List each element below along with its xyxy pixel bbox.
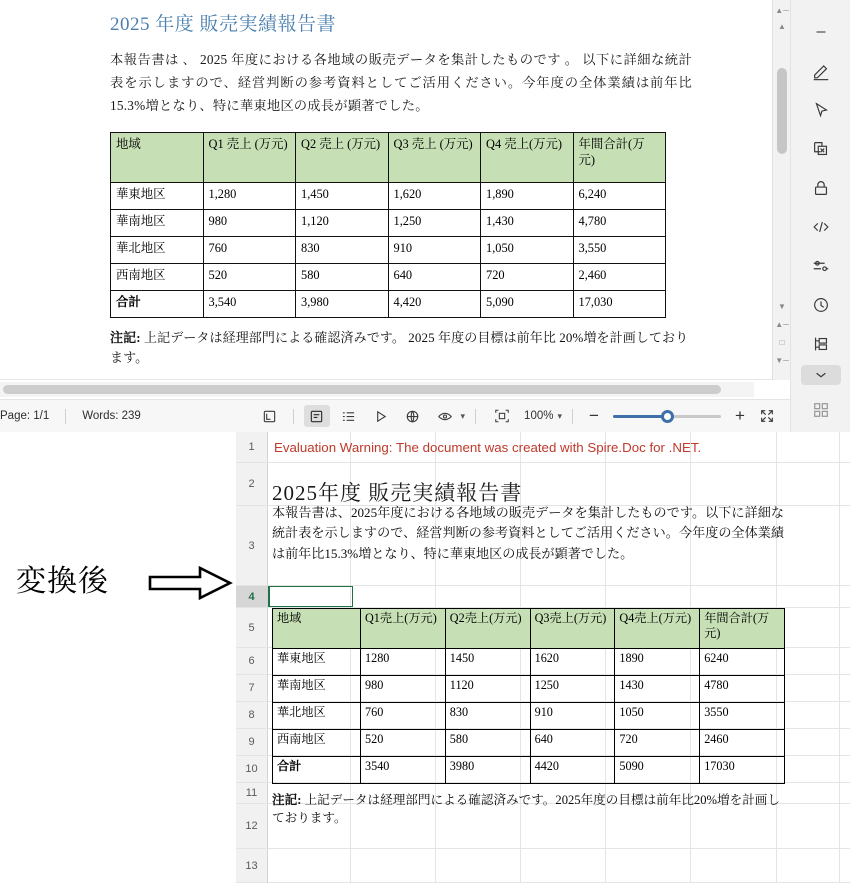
statusbar-divider-2 [293, 409, 294, 424]
row-header-5[interactable]: 5 [236, 608, 268, 648]
lock-icon[interactable] [803, 170, 839, 205]
zoom-in-button[interactable]: + [735, 406, 745, 425]
grid-cell[interactable] [691, 432, 777, 462]
column-header-q1: Q1 売上 (万元) [203, 132, 296, 182]
sheet-cell-q1[interactable]: 980 [361, 676, 446, 703]
cell-region: 華北地区 [111, 236, 204, 263]
hscrollbar-thumb[interactable] [3, 385, 721, 394]
cell-region-total: 合計 [111, 290, 204, 317]
sheet-cell-q2[interactable]: 1450 [445, 649, 530, 676]
word-count: Words: 239 [82, 410, 141, 422]
cell-annual-total: 17,030 [573, 290, 666, 317]
grid-cell[interactable] [777, 608, 840, 647]
zoom-out-button[interactable]: − [589, 406, 599, 425]
grid-cell[interactable] [777, 675, 840, 701]
scroll-top-icon[interactable]: ▲─ [775, 6, 789, 15]
sheet-cell-annual[interactable]: 6240 [700, 649, 785, 676]
scroll-prev-page-icon[interactable]: ▲ [778, 22, 786, 31]
sheet-table-row [273, 730, 785, 757]
grid-cell[interactable] [436, 586, 521, 607]
code-icon[interactable] [803, 209, 839, 244]
sheet-table-header-row [273, 609, 785, 649]
remove-page-icon[interactable] [803, 131, 839, 166]
row-header-13[interactable]: 13 [236, 849, 268, 883]
row-header-7[interactable]: 7 [236, 675, 268, 702]
statusbar-divider-4 [572, 409, 573, 424]
statusbar-divider [65, 409, 66, 424]
sheet-column-header-q2[interactable]: Q2売上(万元) [445, 609, 530, 649]
sheet-table-row [273, 703, 785, 730]
cell-q4: 1,430 [481, 209, 574, 236]
highlighter-pen-icon[interactable] [803, 53, 839, 88]
grid-cell[interactable] [606, 463, 691, 505]
sheet-cell-region[interactable]: 華南地区 [273, 676, 361, 703]
document-note [110, 328, 692, 370]
sheet-column-header-q4[interactable]: Q4売上(万元) [615, 609, 700, 649]
row-header-2[interactable]: 2 [236, 463, 268, 506]
collapse-icon[interactable] [803, 14, 839, 49]
sheet-cell-q2-total[interactable]: 3980 [445, 757, 530, 784]
evaluation-warning: Evaluation Warning: The document was created with Spire.Doc for .NET. [274, 440, 702, 455]
document-paragraph: 本報告書は 、 2025 年度における各地域の販売データを集計したものです 。 以下に詳細な統計表を示しますので、経営判断の参考資料としてご活用ください。今年度の全体業績は前年比 15.3%増となり、特に華東地区の成長が顕著でした。 [110, 52, 692, 113]
layout-icon[interactable] [803, 326, 839, 361]
sheet-cell-q3[interactable]: 1250 [530, 676, 615, 703]
grid-cell[interactable] [521, 849, 606, 882]
cell-q4-total: 5,090 [481, 290, 574, 317]
sheet-row-13[interactable] [236, 849, 850, 883]
grid-cell[interactable] [691, 586, 777, 607]
cell-annual: 6,240 [573, 182, 666, 209]
cell-q1: 980 [203, 209, 296, 236]
grid-cell[interactable] [777, 432, 840, 462]
grid-cell[interactable] [777, 804, 840, 848]
cell-q2: 830 [296, 236, 389, 263]
grid-cell[interactable] [351, 849, 436, 882]
cell-annual: 4,780 [573, 209, 666, 236]
row-header-10[interactable]: 10 [236, 756, 268, 783]
cell-q2: 1,120 [296, 209, 389, 236]
grid-cell[interactable] [777, 702, 840, 728]
sheet-cell-region[interactable]: 西南地区 [273, 730, 361, 757]
table-row [111, 209, 666, 236]
table-row [111, 263, 666, 290]
settings-sliders-icon[interactable] [803, 248, 839, 283]
sheet-cell-q4-total[interactable]: 5090 [615, 757, 700, 784]
spreadsheet-note-text: 上記データは経理部門による確認済みです。2025年度の目標は前年比20%増を計画しております。 [272, 793, 780, 826]
row-header-8[interactable]: 8 [236, 702, 268, 729]
page-indicator: Page: 1/1 [0, 410, 50, 422]
cell-q1: 1,280 [203, 182, 296, 209]
cell-q2-total: 3,980 [296, 290, 389, 317]
scroll-next-icon[interactable]: ▼ [778, 302, 786, 311]
sheet-cell-q3[interactable]: 640 [530, 730, 615, 757]
cell-q3-total: 4,420 [388, 290, 481, 317]
document-statusbar [0, 399, 790, 432]
cell-region: 西南地区 [111, 263, 204, 290]
grid-cell[interactable] [268, 849, 351, 882]
sheet-cell-annual[interactable]: 3550 [700, 703, 785, 730]
sheet-column-header-q3[interactable]: Q3売上(万元) [530, 609, 615, 649]
grid-cell[interactable] [436, 849, 521, 882]
sheet-cell-annual[interactable]: 4780 [700, 676, 785, 703]
table-row [111, 182, 666, 209]
grid-cell[interactable] [521, 586, 606, 607]
cell-q4: 1,050 [481, 236, 574, 263]
sheet-cell-q4[interactable]: 1050 [615, 703, 700, 730]
sheet-cell-region[interactable]: 華東地区 [273, 649, 361, 676]
sheet-cell-q2[interactable]: 1120 [445, 676, 530, 703]
table-total-row [111, 290, 666, 317]
zoom-slider[interactable] [613, 409, 721, 423]
cell-q4: 1,890 [481, 182, 574, 209]
grid-cell[interactable] [777, 783, 840, 803]
row-header-4[interactable]: 4 [236, 586, 268, 608]
grid-cell[interactable] [606, 849, 691, 882]
column-header-q4: Q4 売上(万元) [481, 132, 574, 182]
statusbar-divider-3 [475, 409, 476, 424]
sheet-column-header-q1[interactable]: Q1売上(万元) [361, 609, 446, 649]
row-cells-13 [268, 849, 850, 883]
sheet-cell-q3[interactable]: 910 [530, 703, 615, 730]
cell-q3: 910 [388, 236, 481, 263]
sheet-column-header-region[interactable]: 地域 [273, 609, 361, 649]
cell-q2: 580 [296, 263, 389, 290]
play-icon[interactable] [368, 405, 394, 427]
document-page[interactable] [0, 0, 772, 380]
cursor-select-icon[interactable] [803, 92, 839, 127]
spreadsheet-title: 2025年度 販売実績報告書 [272, 481, 523, 505]
spreadsheet-note-label: 注記: [272, 793, 302, 807]
zoom-dropdown-caret-icon[interactable]: ▾ [557, 410, 562, 421]
row-header-12[interactable]: 12 [236, 804, 268, 849]
globe-icon[interactable] [400, 405, 426, 427]
eye-dropdown-caret-icon[interactable]: ▾ [460, 410, 466, 421]
row-header-11[interactable]: 11 [236, 783, 268, 804]
slider-knob[interactable] [661, 410, 674, 423]
cell-annual: 2,460 [573, 263, 666, 290]
row-header-6[interactable]: 6 [236, 648, 268, 675]
table-row [111, 236, 666, 263]
spreadsheet-paragraph: 本報告書は、2025年度における各地域の販売データを集計したものです。以下に詳細な統計表を示しますので、経営判断の参考資料としてご活用ください。今年度の全体業績は前年比15.3%増となり、特に華東地区の成長が顕著でした。 [272, 505, 784, 561]
grid-cell[interactable] [777, 586, 840, 607]
sheet-table-row [273, 676, 785, 703]
grid-cell[interactable] [777, 756, 840, 782]
right-icon-rail [790, 0, 850, 432]
sheet-cell-q4[interactable]: 1430 [615, 676, 700, 703]
cell-region: 華東地区 [111, 182, 204, 209]
slider-track-filled [613, 415, 667, 418]
sheet-cell-q3[interactable]: 1620 [530, 649, 615, 676]
grid-cell[interactable] [606, 586, 691, 607]
sheet-cell-q2[interactable]: 580 [445, 730, 530, 757]
scrollbar-thumb[interactable] [777, 68, 787, 154]
column-header-q3: Q3 売上 (万元) [388, 132, 481, 182]
sheet-cell-q1[interactable]: 520 [361, 730, 446, 757]
sheet-cell-q1[interactable]: 760 [361, 703, 446, 730]
column-header-region: 地域 [111, 132, 204, 182]
document-note-label: 注記: [110, 329, 141, 345]
eye-icon[interactable] [432, 405, 458, 427]
slider-track-empty [667, 415, 721, 418]
outline-list-icon[interactable] [336, 405, 362, 427]
row-header-1[interactable]: 1 [236, 432, 268, 463]
column-header-q2: Q2 売上 (万元) [296, 132, 389, 182]
cell-q1-total: 3,540 [203, 290, 296, 317]
conversion-label: 変換後 [16, 564, 109, 599]
cell-q2: 1,450 [296, 182, 389, 209]
grid-apps-icon[interactable] [803, 393, 839, 428]
grid-cell[interactable] [691, 849, 777, 882]
cell-q1: 520 [203, 263, 296, 290]
sheet-cell-q2[interactable]: 830 [445, 703, 530, 730]
spreadsheet-note [272, 791, 784, 828]
cell-region: 華南地区 [111, 209, 204, 236]
document-horizontal-scrollbar[interactable] [0, 382, 754, 397]
grid-cell[interactable] [777, 648, 840, 674]
sheet-table-total-row [273, 757, 785, 784]
grid-cell[interactable] [691, 463, 777, 505]
right-block-arrow-icon [148, 566, 232, 600]
sheet-cell-q4[interactable]: 1890 [615, 649, 700, 676]
scroll-bottom-icon[interactable]: ▼─ [775, 356, 789, 365]
sheet-cell-q3-total[interactable]: 4420 [530, 757, 615, 784]
grid-cell[interactable] [777, 463, 840, 505]
document-title: 2025 年度 販売実績報告書 [110, 14, 337, 35]
cell-q4: 720 [481, 263, 574, 290]
grid-cell[interactable] [777, 729, 840, 755]
fullscreen-icon[interactable] [754, 405, 780, 427]
sheet-table-row [273, 649, 785, 676]
document-content [0, 0, 772, 369]
sheet-cell-region[interactable]: 華北地区 [273, 703, 361, 730]
active-cell-marker[interactable] [268, 586, 353, 607]
grid-cell[interactable] [777, 849, 840, 882]
table-header-row [111, 132, 666, 182]
column-header-annual: 年間合計(万元) [573, 132, 666, 182]
sheet-cell-q4[interactable]: 720 [615, 730, 700, 757]
row-header-3[interactable]: 3 [236, 506, 268, 586]
scroll-next-page-icon[interactable]: ▲─ [775, 320, 789, 329]
grid-cell[interactable] [521, 463, 606, 505]
page-layout-icon[interactable] [257, 405, 283, 427]
scroll-stop-icon[interactable]: □ [779, 338, 785, 347]
document-note-text: 上記データは経理部門による確認済みです。 2025 年度の目標は前年比 20%増を計画しております。 [110, 329, 689, 366]
grid-cell[interactable] [777, 506, 840, 585]
document-vertical-scrollbar[interactable] [772, 0, 790, 380]
cell-q3: 1,620 [388, 182, 481, 209]
cell-annual: 3,550 [573, 236, 666, 263]
sheet-cell-region-total[interactable]: 合計 [273, 757, 361, 784]
left-blank-area [0, 432, 236, 856]
fit-page-icon[interactable] [489, 405, 515, 427]
cell-q3: 640 [388, 263, 481, 290]
document-sales-table [110, 132, 666, 318]
sheet-column-header-annual[interactable]: 年間合計(万元) [700, 609, 785, 649]
row-header-9[interactable]: 9 [236, 729, 268, 756]
sheet-cell-annual[interactable]: 2460 [700, 730, 785, 757]
cell-q1: 760 [203, 236, 296, 263]
sheet-cell-q1[interactable]: 1280 [361, 649, 446, 676]
document-viewer [0, 0, 850, 432]
spreadsheet-sales-table[interactable] [272, 608, 785, 784]
grid-cell[interactable] [351, 586, 436, 607]
history-clock-icon[interactable] [803, 287, 839, 322]
chevron-down-icon[interactable] [801, 365, 841, 384]
sheet-cell-q1-total[interactable]: 3540 [361, 757, 446, 784]
row-cells-4 [268, 586, 850, 608]
sheet-cell-annual-total[interactable]: 17030 [700, 757, 785, 784]
single-page-icon[interactable] [304, 405, 330, 427]
cell-q3: 1,250 [388, 209, 481, 236]
zoom-level[interactable]: 100% [524, 410, 554, 422]
